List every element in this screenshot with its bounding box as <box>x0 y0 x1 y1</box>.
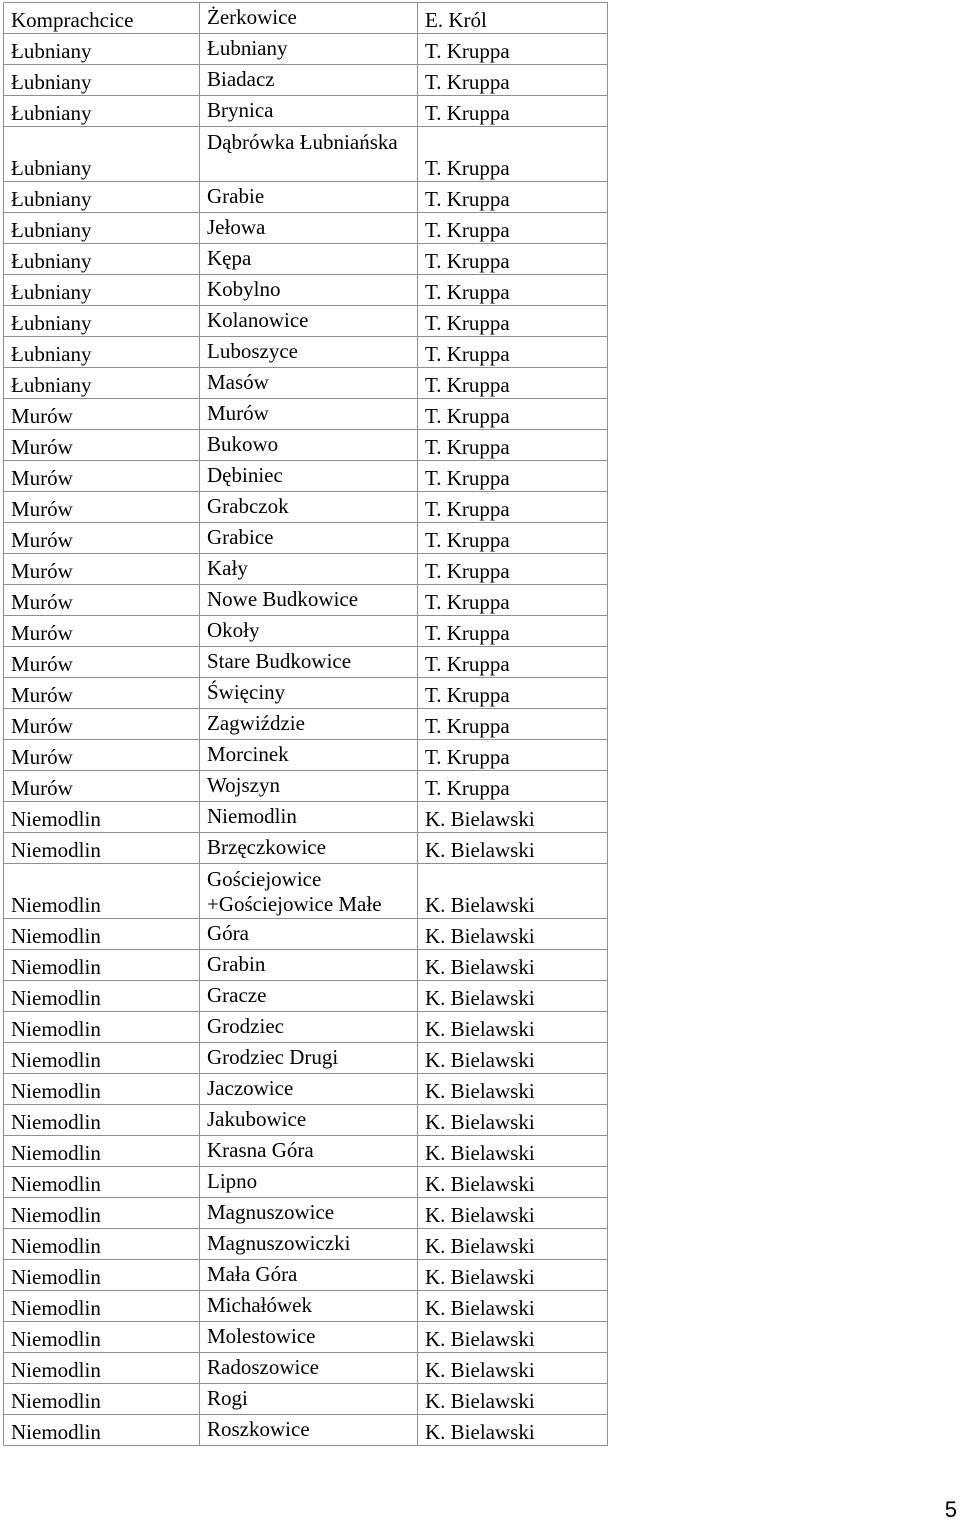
table-row <box>4 981 608 1012</box>
gmina-cell: Murów <box>4 616 200 647</box>
village-cell: Biadacz <box>200 65 418 96</box>
village-cell: Magnuszowice <box>200 1198 418 1229</box>
person-cell: E. Król <box>418 3 608 34</box>
village-cell: Gościejowice +Gościejowice Małe <box>200 864 418 919</box>
table-row <box>4 1260 608 1291</box>
gmina-cell: Niemodlin <box>4 802 200 833</box>
table-row <box>4 523 608 554</box>
gmina-cell: Niemodlin <box>4 1198 200 1229</box>
person-cell: K. Bielawski <box>418 1043 608 1074</box>
table-row <box>4 399 608 430</box>
village-cell: Brynica <box>200 96 418 127</box>
gmina-cell: Niemodlin <box>4 833 200 864</box>
table-row <box>4 647 608 678</box>
gmina-cell: Niemodlin <box>4 1415 200 1446</box>
gmina-cell: Łubniany <box>4 34 200 65</box>
table-row <box>4 213 608 244</box>
person-cell: T. Kruppa <box>418 399 608 430</box>
person-cell: K. Bielawski <box>418 864 608 919</box>
person-cell: T. Kruppa <box>418 337 608 368</box>
table-row <box>4 1105 608 1136</box>
person-cell: K. Bielawski <box>418 1136 608 1167</box>
table-row <box>4 461 608 492</box>
person-cell: T. Kruppa <box>418 461 608 492</box>
village-cell: Jaczowice <box>200 1074 418 1105</box>
village-cell: Grabczok <box>200 492 418 523</box>
table-row <box>4 950 608 981</box>
assignment-table <box>3 2 608 1446</box>
village-cell: Masów <box>200 368 418 399</box>
page-number: 5 <box>944 1497 957 1522</box>
village-cell: Niemodlin <box>200 802 418 833</box>
person-cell: K. Bielawski <box>418 1260 608 1291</box>
table-row <box>4 1136 608 1167</box>
person-cell: K. Bielawski <box>418 802 608 833</box>
person-cell: K. Bielawski <box>418 1291 608 1322</box>
village-cell: Gracze <box>200 981 418 1012</box>
person-cell: T. Kruppa <box>418 554 608 585</box>
village-cell: Lipno <box>200 1167 418 1198</box>
gmina-cell: Łubniany <box>4 96 200 127</box>
table-row <box>4 244 608 275</box>
village-cell: Magnuszowiczki <box>200 1229 418 1260</box>
gmina-cell: Murów <box>4 709 200 740</box>
village-cell: Wojszyn <box>200 771 418 802</box>
table-row <box>4 96 608 127</box>
person-cell: K. Bielawski <box>418 1012 608 1043</box>
village-cell: Kały <box>200 554 418 585</box>
table-body <box>4 3 608 1446</box>
village-cell: Nowe Budkowice <box>200 585 418 616</box>
gmina-cell: Niemodlin <box>4 981 200 1012</box>
village-cell: Michałówek <box>200 1291 418 1322</box>
village-cell: Radoszowice <box>200 1353 418 1384</box>
village-cell: Dąbrówka Łubniańska <box>200 127 418 182</box>
gmina-cell: Niemodlin <box>4 1012 200 1043</box>
person-cell: K. Bielawski <box>418 1353 608 1384</box>
person-cell: T. Kruppa <box>418 65 608 96</box>
table-row <box>4 709 608 740</box>
gmina-cell: Murów <box>4 678 200 709</box>
table-row <box>4 1291 608 1322</box>
village-cell: Rogi <box>200 1384 418 1415</box>
village-cell: Kolanowice <box>200 306 418 337</box>
table-row <box>4 678 608 709</box>
gmina-cell: Łubniany <box>4 65 200 96</box>
person-cell: T. Kruppa <box>418 616 608 647</box>
table-row <box>4 1167 608 1198</box>
gmina-cell: Łubniany <box>4 213 200 244</box>
table-row <box>4 833 608 864</box>
gmina-cell: Łubniany <box>4 244 200 275</box>
village-cell: Okoły <box>200 616 418 647</box>
table-row <box>4 1043 608 1074</box>
table-row <box>4 864 608 919</box>
village-cell: Stare Budkowice <box>200 647 418 678</box>
person-cell: T. Kruppa <box>418 740 608 771</box>
person-cell: T. Kruppa <box>418 492 608 523</box>
gmina-cell: Murów <box>4 771 200 802</box>
gmina-cell: Niemodlin <box>4 1260 200 1291</box>
gmina-cell: Niemodlin <box>4 950 200 981</box>
table-row <box>4 771 608 802</box>
table-row <box>4 1229 608 1260</box>
gmina-cell: Murów <box>4 740 200 771</box>
gmina-cell: Niemodlin <box>4 1353 200 1384</box>
gmina-cell: Łubniany <box>4 127 200 182</box>
person-cell: T. Kruppa <box>418 127 608 182</box>
table-row <box>4 1322 608 1353</box>
person-cell: T. Kruppa <box>418 647 608 678</box>
village-cell: Żerkowice <box>200 3 418 34</box>
village-cell: Zagwiździe <box>200 709 418 740</box>
gmina-cell: Niemodlin <box>4 1291 200 1322</box>
table-row <box>4 65 608 96</box>
village-cell: Brzęczkowice <box>200 833 418 864</box>
table-row <box>4 275 608 306</box>
person-cell: K. Bielawski <box>418 1105 608 1136</box>
gmina-cell: Łubniany <box>4 368 200 399</box>
gmina-cell: Łubniany <box>4 306 200 337</box>
table-row <box>4 919 608 950</box>
village-cell: Grodziec <box>200 1012 418 1043</box>
gmina-cell: Niemodlin <box>4 919 200 950</box>
village-cell: Góra <box>200 919 418 950</box>
person-cell: T. Kruppa <box>418 34 608 65</box>
table-row <box>4 1415 608 1446</box>
village-cell: Morcinek <box>200 740 418 771</box>
person-cell: T. Kruppa <box>418 771 608 802</box>
village-cell: Mała Góra <box>200 1260 418 1291</box>
gmina-cell: Murów <box>4 492 200 523</box>
table-row <box>4 182 608 213</box>
gmina-cell: Murów <box>4 430 200 461</box>
table-row <box>4 1074 608 1105</box>
person-cell: T. Kruppa <box>418 709 608 740</box>
person-cell: K. Bielawski <box>418 950 608 981</box>
village-cell: Łubniany <box>200 34 418 65</box>
person-cell: T. Kruppa <box>418 368 608 399</box>
gmina-cell: Murów <box>4 523 200 554</box>
gmina-cell: Łubniany <box>4 337 200 368</box>
gmina-cell: Niemodlin <box>4 1229 200 1260</box>
table-row <box>4 616 608 647</box>
village-cell: Kobylno <box>200 275 418 306</box>
table-row <box>4 740 608 771</box>
village-cell: Grabin <box>200 950 418 981</box>
gmina-cell: Komprachcice <box>4 3 200 34</box>
table-row <box>4 585 608 616</box>
village-cell: Grodziec Drugi <box>200 1043 418 1074</box>
person-cell: K. Bielawski <box>418 1384 608 1415</box>
village-cell: Grabie <box>200 182 418 213</box>
gmina-cell: Murów <box>4 647 200 678</box>
gmina-cell: Niemodlin <box>4 1043 200 1074</box>
person-cell: T. Kruppa <box>418 244 608 275</box>
person-cell: T. Kruppa <box>418 585 608 616</box>
person-cell: K. Bielawski <box>418 1322 608 1353</box>
table-row <box>4 337 608 368</box>
table-row <box>4 306 608 337</box>
village-cell: Święciny <box>200 678 418 709</box>
gmina-cell: Niemodlin <box>4 864 200 919</box>
gmina-cell: Niemodlin <box>4 1167 200 1198</box>
person-cell: T. Kruppa <box>418 306 608 337</box>
gmina-cell: Niemodlin <box>4 1105 200 1136</box>
gmina-cell: Murów <box>4 461 200 492</box>
village-cell: Bukowo <box>200 430 418 461</box>
table-row <box>4 1198 608 1229</box>
person-cell: K. Bielawski <box>418 1074 608 1105</box>
village-cell: Grabice <box>200 523 418 554</box>
gmina-cell: Niemodlin <box>4 1384 200 1415</box>
village-cell: Krasna Góra <box>200 1136 418 1167</box>
table-row <box>4 492 608 523</box>
table-row <box>4 1353 608 1384</box>
table-row <box>4 1384 608 1415</box>
person-cell: T. Kruppa <box>418 275 608 306</box>
village-cell: Kępa <box>200 244 418 275</box>
person-cell: K. Bielawski <box>418 1198 608 1229</box>
table-row <box>4 554 608 585</box>
village-cell: Jełowa <box>200 213 418 244</box>
person-cell: K. Bielawski <box>418 1415 608 1446</box>
person-cell: K. Bielawski <box>418 1229 608 1260</box>
gmina-cell: Łubniany <box>4 275 200 306</box>
table-row <box>4 430 608 461</box>
person-cell: T. Kruppa <box>418 678 608 709</box>
table-row <box>4 1012 608 1043</box>
table-row <box>4 3 608 34</box>
table-row <box>4 802 608 833</box>
person-cell: K. Bielawski <box>418 1167 608 1198</box>
person-cell: K. Bielawski <box>418 981 608 1012</box>
table-row <box>4 368 608 399</box>
gmina-cell: Niemodlin <box>4 1136 200 1167</box>
village-cell: Jakubowice <box>200 1105 418 1136</box>
gmina-cell: Niemodlin <box>4 1074 200 1105</box>
person-cell: T. Kruppa <box>418 182 608 213</box>
person-cell: T. Kruppa <box>418 213 608 244</box>
person-cell: K. Bielawski <box>418 919 608 950</box>
table-row <box>4 127 608 182</box>
village-cell: Murów <box>200 399 418 430</box>
person-cell: T. Kruppa <box>418 96 608 127</box>
village-cell: Roszkowice <box>200 1415 418 1446</box>
village-cell: Molestowice <box>200 1322 418 1353</box>
village-cell: Dębiniec <box>200 461 418 492</box>
person-cell: T. Kruppa <box>418 430 608 461</box>
gmina-cell: Niemodlin <box>4 1322 200 1353</box>
person-cell: K. Bielawski <box>418 833 608 864</box>
gmina-cell: Łubniany <box>4 182 200 213</box>
table-row <box>4 34 608 65</box>
gmina-cell: Murów <box>4 585 200 616</box>
person-cell: T. Kruppa <box>418 523 608 554</box>
village-cell: Luboszyce <box>200 337 418 368</box>
gmina-cell: Murów <box>4 399 200 430</box>
gmina-cell: Murów <box>4 554 200 585</box>
